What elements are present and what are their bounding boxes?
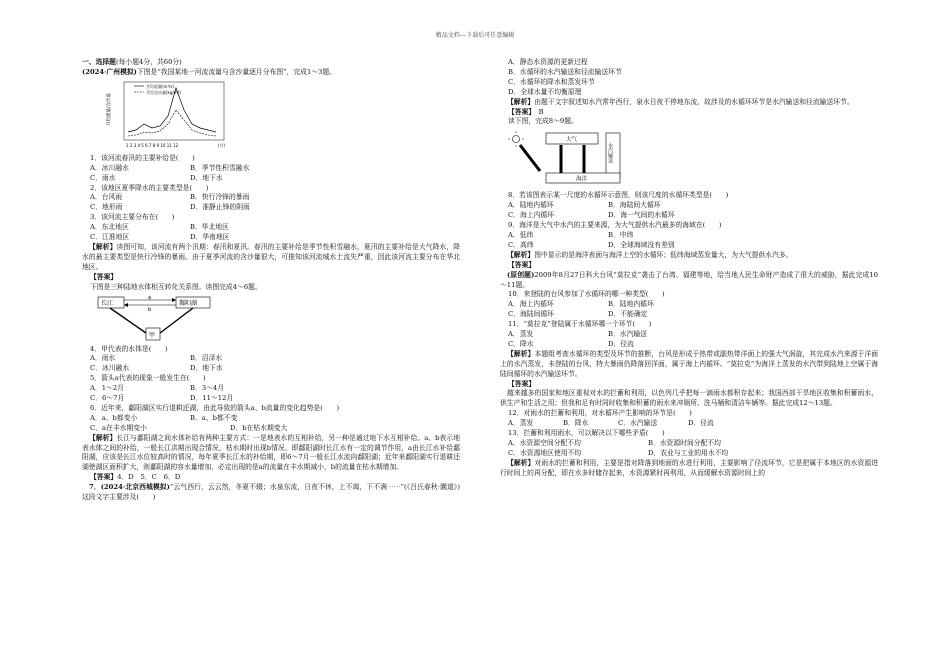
- q12-option-d[interactable]: D．径流: [688, 419, 714, 428]
- q2-option-d[interactable]: D．准静止锋的阴雨: [190, 203, 250, 212]
- arrow-b-head: [124, 303, 128, 307]
- q1-options-row2: [82, 174, 460, 184]
- chart-axis-label: 月均流量/含沙量: [107, 92, 112, 126]
- q10-11-analysis: [500, 350, 878, 380]
- month-ticks: 1 2 3 4 5 6 7 8 9 10 11 12: [126, 142, 179, 148]
- label-jia: 甲: [149, 331, 156, 339]
- q3-option-a[interactable]: A．东北地区: [90, 223, 129, 232]
- q13-option-a[interactable]: A．水资源空间分配不均: [508, 439, 581, 447]
- analysis-text: 对雨水的拦蓄和利用，主要是指对降落到地面的水进行利用，主要影响了径流环节，它是把属于本地区的水资源进行时间上的再分配，即在水多时储存起来，水资源紧时再利用，从而缓解水资源时间上的: [500, 458, 879, 477]
- q1-stem: 1．该河流春汛的主要补给是( ): [90, 153, 195, 162]
- q6-option-c[interactable]: C．a在丰水期变小: [90, 423, 147, 432]
- q1-option-a[interactable]: A．冰川融水: [90, 163, 129, 172]
- q2-option-b[interactable]: B．快行冷锋的暴雨: [190, 193, 250, 202]
- q9-option-d[interactable]: D．全球海域没有差别: [608, 240, 675, 249]
- q5-options-row2: [82, 394, 460, 404]
- q8-option-d[interactable]: D．海一气间的水循环: [608, 211, 675, 220]
- q1-source: (2024·广州模拟): [82, 67, 137, 76]
- q2-options-row2: [82, 203, 460, 213]
- q7-option-c[interactable]: C．水循环的降水和蒸发环节: [508, 77, 595, 86]
- cycle-svg: [506, 129, 636, 189]
- q6-option-d[interactable]: D．b在枯水期变大: [230, 423, 288, 432]
- q7-option-b[interactable]: B．水循环的水汽输送和径流输送环节: [508, 67, 622, 76]
- q10-intro-text: 2009年8月27日科大台风“莫拉克”袭击了台湾、福建等地，给当地人民生命财产造成了很大的威胁，据此完成10～11题。: [500, 270, 878, 289]
- q1-intro: [82, 68, 460, 78]
- q8-option-c[interactable]: C．海上内循环: [508, 211, 554, 220]
- q13-options-row2: [500, 449, 878, 459]
- q12-stem: 12．对雨水的拦蓄和利用，对水循环产生影响的环节是( ): [508, 409, 692, 418]
- analysis-text: 本题组考查水循环的类型及环节的推断，台风是形成于热带或副热带洋面上的强大气涡旋，其完成水汽来源于洋面上的水汽蒸发，未登陆的台风，特大暴雨仍降落回洋面，属于海上内循环。“莫拉克”为海洋上蒸发的水汽带到陆地上空属于海陆间循环的水汽输送环节。: [500, 349, 879, 378]
- q7-answer: [500, 108, 878, 118]
- sun-icon: [513, 136, 520, 143]
- q3-option-c[interactable]: C．江淮地区: [90, 233, 130, 242]
- answer-label: 【答案】: [90, 473, 118, 482]
- q5-option-c[interactable]: C．6～7月: [90, 394, 125, 403]
- q13-option-c[interactable]: C．水资源地区使用不均: [508, 448, 582, 457]
- q13-option-b[interactable]: B．水资源时间分配不均: [648, 439, 721, 447]
- q5-option-a[interactable]: A．1～2月: [90, 384, 124, 393]
- q4-option-c[interactable]: C．冰川融水: [90, 364, 130, 373]
- q8-options-row2: [500, 211, 878, 221]
- q4-6-answer: [82, 473, 460, 483]
- water-cycle-diagram: [506, 129, 636, 189]
- analysis-label: 【解析】: [507, 349, 535, 358]
- q3-option-d[interactable]: D．华南地区: [190, 233, 230, 242]
- q4-option-a[interactable]: A．雨水: [90, 354, 116, 363]
- q1-option-d[interactable]: D．地下水: [190, 173, 223, 182]
- q10-options-row2: [500, 310, 878, 320]
- section-heading: [82, 58, 460, 68]
- q1-option-c[interactable]: C．雨水: [90, 173, 116, 182]
- q10-11-answer: [500, 380, 878, 390]
- label-changjiang: 长江: [101, 299, 114, 307]
- q2-option-a[interactable]: A．台风雨: [90, 193, 123, 202]
- q6-option-b[interactable]: B．a、b都不变: [190, 413, 238, 422]
- q8-option-a[interactable]: A．陆地内循环: [508, 201, 554, 210]
- q13-options-row1: [500, 439, 878, 449]
- q4-stem: 4．甲代表的水体是( ): [90, 344, 168, 353]
- q12-option-c[interactable]: C．水汽输送: [618, 419, 658, 428]
- q6-options-row1: [82, 414, 460, 424]
- q10-stem: 10．来登陆的台风参加了水循环的哪一种类型( ): [508, 290, 665, 299]
- q7-intro: [82, 483, 460, 503]
- section-title: 一、选择题: [82, 58, 116, 66]
- q13-stem: 13．拦蓄和利用雨水，可以解决以下哪些矛盾( ): [508, 429, 665, 438]
- q3-stem: 3．该河流主要分布在( ): [90, 213, 175, 222]
- q4-intro: 下图是三种陆地水体相互转化关系图。读图完成4～6题。: [90, 282, 262, 291]
- label-b: b: [148, 306, 152, 313]
- q10-options-row1: [500, 300, 878, 310]
- q11-option-b[interactable]: B．水汽输送: [608, 330, 647, 339]
- q6-option-a[interactable]: A．a、b都变小: [90, 413, 138, 422]
- analysis-label: 【解析】: [507, 97, 535, 106]
- q10-option-c[interactable]: C．海陆间循环: [508, 310, 554, 319]
- arrow-a-head: [172, 298, 176, 302]
- answer-text: 4．D 5．C 6．D: [117, 473, 181, 482]
- q11-options-row1: [500, 330, 878, 340]
- flow-sediment-chart: [104, 80, 234, 152]
- analysis-text: 图中显示的是海洋表面与海洋上空的水循环；低纬海域蒸发量大，为大气提供水汽多。: [534, 250, 793, 259]
- q9-option-a[interactable]: A．低纬: [508, 230, 534, 239]
- q11-stem: 11．“莫拉克”登陆属于水循环哪一个环节( ): [508, 320, 652, 329]
- q7-intro-text: “云气西行，云云然，冬夏不辍；水泉东流，日夜不休，上不竭，下不满⋯⋯”(《吕氏春秋·圜道》)这段文字主要涉及( ): [82, 483, 460, 502]
- q10-option-d[interactable]: D．不能确定: [608, 310, 648, 319]
- q5-option-d[interactable]: D．11～12月: [190, 394, 234, 403]
- q10-source: (原创题): [507, 270, 535, 279]
- q11-option-d[interactable]: D．径流: [608, 339, 634, 348]
- q7-source: 7．(2024·北京西城模拟): [89, 483, 170, 492]
- q4-option-b[interactable]: B．沼泽水: [190, 354, 223, 363]
- link-right: [160, 308, 193, 333]
- q10-intro: [500, 271, 878, 291]
- label-poyang: 鄱阳湖: [179, 299, 198, 307]
- q13-option-d[interactable]: D．农业与工业的用水不均: [648, 448, 729, 457]
- q2-option-c[interactable]: C．地形雨: [90, 203, 123, 212]
- q5-options-row1: [82, 384, 460, 394]
- page-header: 精品文档---下载后可任意编辑: [435, 32, 515, 39]
- answer-text: B: [538, 107, 544, 116]
- q8-9-analysis: [500, 251, 878, 261]
- analysis-label: 【解析】: [89, 242, 117, 251]
- label-vapor: 水汽输送: [607, 143, 613, 164]
- q7-option-d[interactable]: D．全球水量不均衡原理: [508, 87, 582, 96]
- q3-options-row2: [82, 233, 460, 243]
- q8-options-row1: [500, 201, 878, 211]
- water-body-diagram: [96, 295, 216, 343]
- q8-option-b[interactable]: B．海陆间大循环: [608, 201, 661, 210]
- q12-option-b[interactable]: B．降水: [563, 419, 589, 428]
- q6-stem: 6．近年来，鄱阳湖区实行退耕还湖，由此导致的箭头a、b流量的变化趋势是( ): [90, 403, 340, 412]
- diagram-svg: [96, 295, 216, 343]
- q7-analysis: [500, 98, 878, 108]
- q9-options-row2: [500, 241, 878, 251]
- q9-option-c[interactable]: C．高纬: [508, 240, 534, 249]
- q12-13-analysis: [500, 459, 878, 479]
- q4-6-analysis: [82, 434, 460, 474]
- q1-option-b[interactable]: B．季节性积雪融水: [190, 163, 250, 172]
- q5-stem: 5．箭头a代表的现象一般发生在( ): [90, 374, 206, 383]
- legend-sed: 月均含沙量(kg/m³): [146, 89, 181, 95]
- left-column: [82, 58, 460, 503]
- legend-flow: 月均流量(m³/s): [146, 83, 175, 89]
- q10-option-b[interactable]: B．陆地内循环: [608, 300, 654, 309]
- q1-3-analysis: [82, 243, 460, 273]
- q11-options-row2: [500, 340, 878, 350]
- q9-stem: 9．海洋是大气中水汽的主要来源，为大气提供水汽最多的海域在( ): [508, 221, 722, 230]
- q3-option-b[interactable]: B．华北地区: [190, 223, 229, 232]
- section-note: (每小题4分，共60分): [115, 58, 182, 66]
- q12-intro: 越来越多的国家和地区重视对水的拦蓄和利用，以色列几乎把每一滴雨水都积存起来；我国西部干旱地区收集和积蓄雨水，供生产和生活之用；但我和足有时同时收集和积蓄的雨水来冲厕所、洗马桶和清洁车辆等。据此完成12～13题。: [500, 389, 878, 408]
- chart-svg: [104, 80, 234, 152]
- answer-label: 【答案】: [508, 379, 536, 388]
- q4-option-d[interactable]: D．地下水: [190, 364, 223, 373]
- right-column: [500, 58, 878, 479]
- analysis-text: 读图可知，该河流有两个汛期：春汛和夏汛。春汛的主要补给是季节性积雪融水，夏汛的主要补给是大气降水，降水的最主要类型是快行冷锋的暴雨。由于夏季河流的含沙量很大，可推知该河流城水土流失严重，因此该河流主要分布在华北地区。: [82, 242, 461, 271]
- q11-option-a[interactable]: A．蒸发: [508, 330, 534, 339]
- q9-options-row1: [500, 231, 878, 241]
- answer-label: 【答案】: [90, 272, 118, 281]
- q1-3-answer: [82, 273, 460, 283]
- q6-options-row2: [82, 424, 460, 434]
- q2-stem: 2．该地区夏季降水的主要类型是( ): [90, 183, 209, 192]
- q1-options-row1: [82, 164, 460, 174]
- link-left: [110, 308, 146, 333]
- analysis-label: 【解析】: [507, 250, 535, 259]
- q8-9-answer: [500, 261, 878, 271]
- q1-intro-text: 下图是“我国某地一河流流量与含沙量逐月分布图”，完成1～3题。: [136, 67, 337, 76]
- answer-label: 【答案】: [508, 107, 532, 116]
- q8-intro: 读下图，完成8～9题。: [508, 117, 578, 126]
- label-atmosphere: 大气: [566, 137, 578, 144]
- sun-arrow: [520, 145, 540, 171]
- q7-option-a[interactable]: A．静态水资源的更新过程: [508, 58, 588, 66]
- analysis-text: 由题干文字叙述知水汽常年西行，泉水日夜不停地东流，故涉及的水循环环节是水汽输送和径流输送环节。: [534, 97, 854, 106]
- label-a: a: [148, 294, 152, 301]
- q10-option-a[interactable]: A．海上内循环: [508, 300, 554, 309]
- q5-option-b[interactable]: B．3～4月: [190, 384, 225, 393]
- q2-options-row1: [82, 193, 460, 203]
- q4-options-row2: [82, 364, 460, 374]
- q11-option-c[interactable]: C．降水: [508, 339, 534, 348]
- q4-options-row1: [82, 354, 460, 364]
- answer-label: 【答案】: [508, 260, 536, 269]
- analysis-label: 【解析】: [89, 433, 117, 442]
- q9-option-b[interactable]: B．中纬: [608, 230, 634, 239]
- q3-options-row1: [82, 223, 460, 233]
- month-unit: (月): [218, 142, 226, 148]
- q12-options: [500, 419, 878, 429]
- q12-option-a[interactable]: A．蒸发: [508, 419, 534, 428]
- analysis-label: 【解析】: [507, 458, 535, 467]
- label-sea: 海洋: [576, 176, 588, 183]
- sediment-line: [128, 110, 216, 136]
- analysis-text: 长江与鄱阳湖之间水体补给有两种主要方式：一是地表水的互相补给，另一种是通过地下水互相补给。a、b表示地表水体之间的补给，一般长江洪期出现合情况，枯水期时出现b情况，即鄱阳湖时长江水有一定的调节作用，a由长江水补给鄱阳湖，应该是长江水位较高时的情况，每年夏季长江水的补给期，即6～7月一般长江水流向鄱阳湖；近年来鄱阳湖实行退耕还湖使湖区面积扩大，则鄱阳湖的容水量增加，必定出现的是a的流量在丰水期减小，b的流量在枯水期增加。: [82, 433, 461, 472]
- q8-stem: 8．若该图表示某一尺度的水循环示意图，则该尺度的水循环类型是( ): [508, 191, 729, 200]
